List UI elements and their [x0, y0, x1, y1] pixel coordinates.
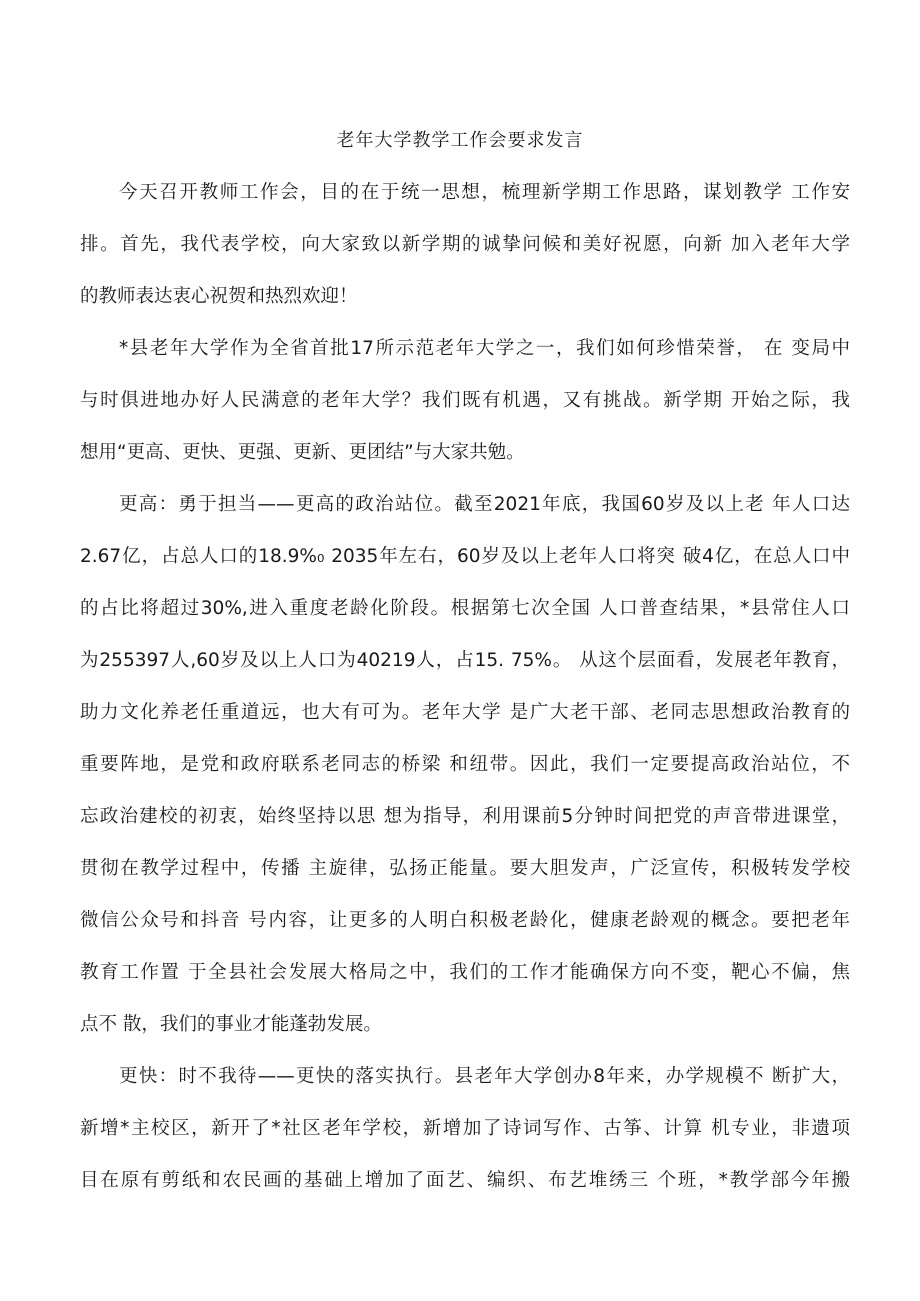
paragraph-line: 目在原有剪纸和农民画的基础上增加了面艺、编织、布艺堆绣三 个班，*教学部今年搬	[80, 1170, 850, 1191]
paragraph-line: 贯彻在教学过程中，传播 主旋律，弘扬正能量。要大胆发声，广泛宣传，积极转发学校	[80, 858, 850, 879]
paragraph-line: 更快：时不我待——更快的落实执行。县老年大学创办8年来，办学规模不 断扩大，	[119, 1066, 850, 1087]
paragraph-line: 想用“更高、更快、更强、更新、更团结”与大家共勉。	[80, 442, 525, 463]
paragraph-line: 新增*主校区，新开了*社区老年学校，新增加了诗词写作、古筝、计算 机专业，非遗项	[80, 1118, 850, 1139]
paragraph-line: 的占比将超过30%,进入重度老龄化阶段。根据第七次全国 人口普查结果，*县常住人口	[80, 598, 850, 619]
paragraph-line: 教育工作置 于全县社会发展大格局之中，我们的工作才能确保方向不变，靶心不偏，焦	[80, 962, 850, 983]
paragraph-line: 排。首先，我代表学校，向大家致以新学期的诚挚问候和美好祝愿，向新 加入老年大学	[80, 234, 850, 255]
paragraph-line: 忘政治建校的初衷，始终坚持以思 想为指导，利用课前5分钟时间把党的声音带进课堂，	[80, 806, 850, 827]
paragraph-line: 与时俱进地办好人民满意的老年大学？我们既有机遇，又有挑战。新学期 开始之际，我	[80, 390, 850, 411]
paragraph-line: 微信公众号和抖音 号内容，让更多的人明白积极老龄化，健康老龄观的概念。要把老年	[80, 910, 850, 931]
paragraph-line: 的教师表达衷心祝贺和热烈欢迎！	[80, 286, 358, 307]
paragraph-line: 为255397人,60岁及以上人口为40219人，占15. 75%。 从这个层面看，发展老年教育，	[80, 650, 850, 671]
paragraph-line: 今天召开教师工作会，目的在于统一思想，梳理新学期工作思路，谋划教学 工作安	[119, 182, 850, 203]
paragraph-line: 更高：勇于担当——更高的政治站位。截至2021年底，我国60岁及以上老 年人口达	[119, 494, 850, 515]
paragraph-line: 重要阵地，是党和政府联系老同志的桥梁 和纽带。因此，我们一定要提高政治站位，不	[80, 754, 850, 775]
document-title: 老年大学教学工作会要求发言	[336, 130, 584, 151]
paragraph-line: 助力文化养老任重道远，也大有可为。老年大学 是广大老干部、老同志思想政治教育的	[80, 702, 850, 723]
paragraph-line: 点不 散，我们的事业才能蓬勃发展。	[80, 1014, 382, 1035]
paragraph-line: 2.67亿，占总人口的18.9%₀ 2035年左右，60岁及以上老年人口将突 破4亿，在总人口中	[80, 546, 850, 567]
paragraph-line: *县老年大学作为全省首批17所示范老年大学之一，我们如何珍惜荣誉， 在 变局中	[119, 338, 850, 359]
